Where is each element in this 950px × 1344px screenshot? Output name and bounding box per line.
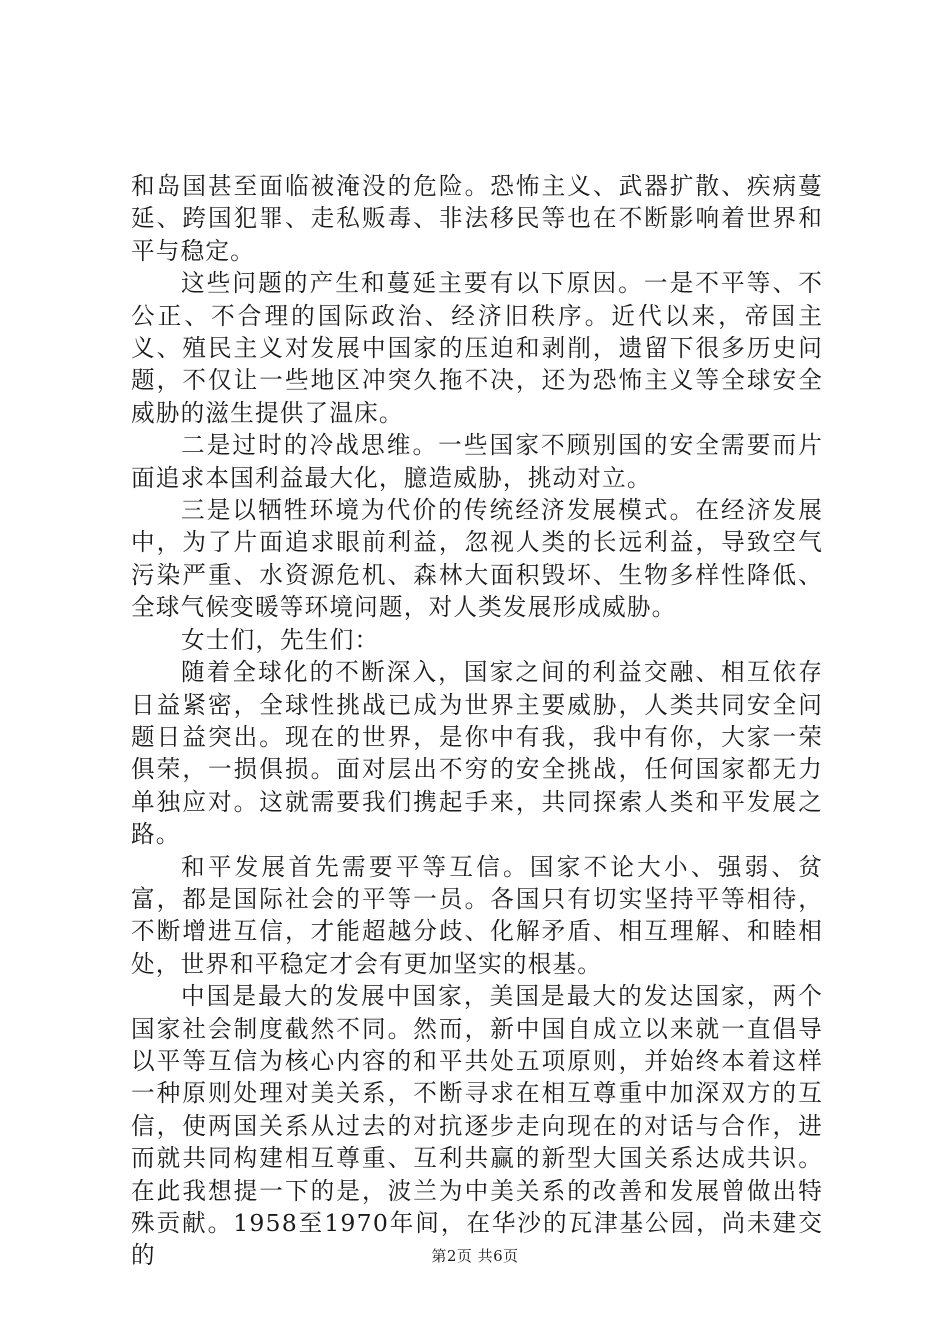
paragraph-6: 随着全球化的不断深入，国家之间的利益交融、相互依存日益紧密，全球性挑战已成为世界主要威胁，人类共同安全问题日益突出。现在的世界，是你中有我，我中有你，大家一荣俱荣，一损俱损。面对层出不穷的安全挑战，任何国家都无力单独应对。这就需要我们携起手来，共同探索人类和平发展之路。: [131, 658, 823, 849]
paragraph-salutation: 女士们，先生们：: [181, 625, 380, 654]
paragraph-8: 中国是最大的发展中国家，美国是最大的发达国家，两个国家社会制度截然不同。然而，新中国自成立以来就一直倡导以平等互信为核心内容的和平共处五项原则，并始终本着这样一种原则处理对美关系，不断寻求在相互尊重中加深双方的互信，使两国关系从过去的对抗逐步走向现在的对话与合作，进而就共同构建相互尊重、互利共赢的新型大国关系达成共识。在此我想提一下的是，波兰为中美关系的改善和发展曾做出特殊贡献。1958至1970年间，在华沙的瓦津基公园，尚未建交的: [131, 982, 823, 1270]
document-body: [131, 170, 823, 1272]
paragraph-2: 这些问题的产生和蔓延主要有以下原因。一是不平等、不公正、不合理的国际政治、经济旧秩序。近代以来，帝国主义、殖民主义对发展中国家的压迫和剥削，遗留下很多历史问题，不仅让一些地区冲突久拖不决，还为恐怖主义等全球安全威胁的滋生提供了温床。: [131, 269, 823, 427]
paragraph-7: 和平发展首先需要平等互信。国家不论大小、强弱、贫富，都是国际社会的平等一员。各国只有切实坚持平等相待，不断增进互信，才能超越分歧、化解矛盾、相互理解、和睦相处，世界和平稳定才会有更加坚实的根基。: [131, 852, 823, 978]
paragraph-3: 二是过时的冷战思维。一些国家不顾别国的安全需要而片面追求本国利益最大化，臆造威胁，挑动对立。: [131, 431, 823, 492]
paragraph-1: 和岛国甚至面临被淹没的危险。恐怖主义、武器扩散、疾病蔓延、跨国犯罪、走私贩毒、非法移民等也在不断影响着世界和平与稳定。: [131, 172, 823, 265]
paragraph-4: 三是以牺牲环境为代价的传统经济发展模式。在经济发展中，为了片面追求眼前利益，忽视人类的长远利益，导致空气污染严重、水资源危机、森林大面积毁坏、生物多样性降低、全球气候变暖等环境问题，对人类发展形成威胁。: [131, 496, 823, 622]
page-number-label: 第2页 共6页: [431, 1247, 519, 1265]
page-footer: [0, 1245, 950, 1266]
